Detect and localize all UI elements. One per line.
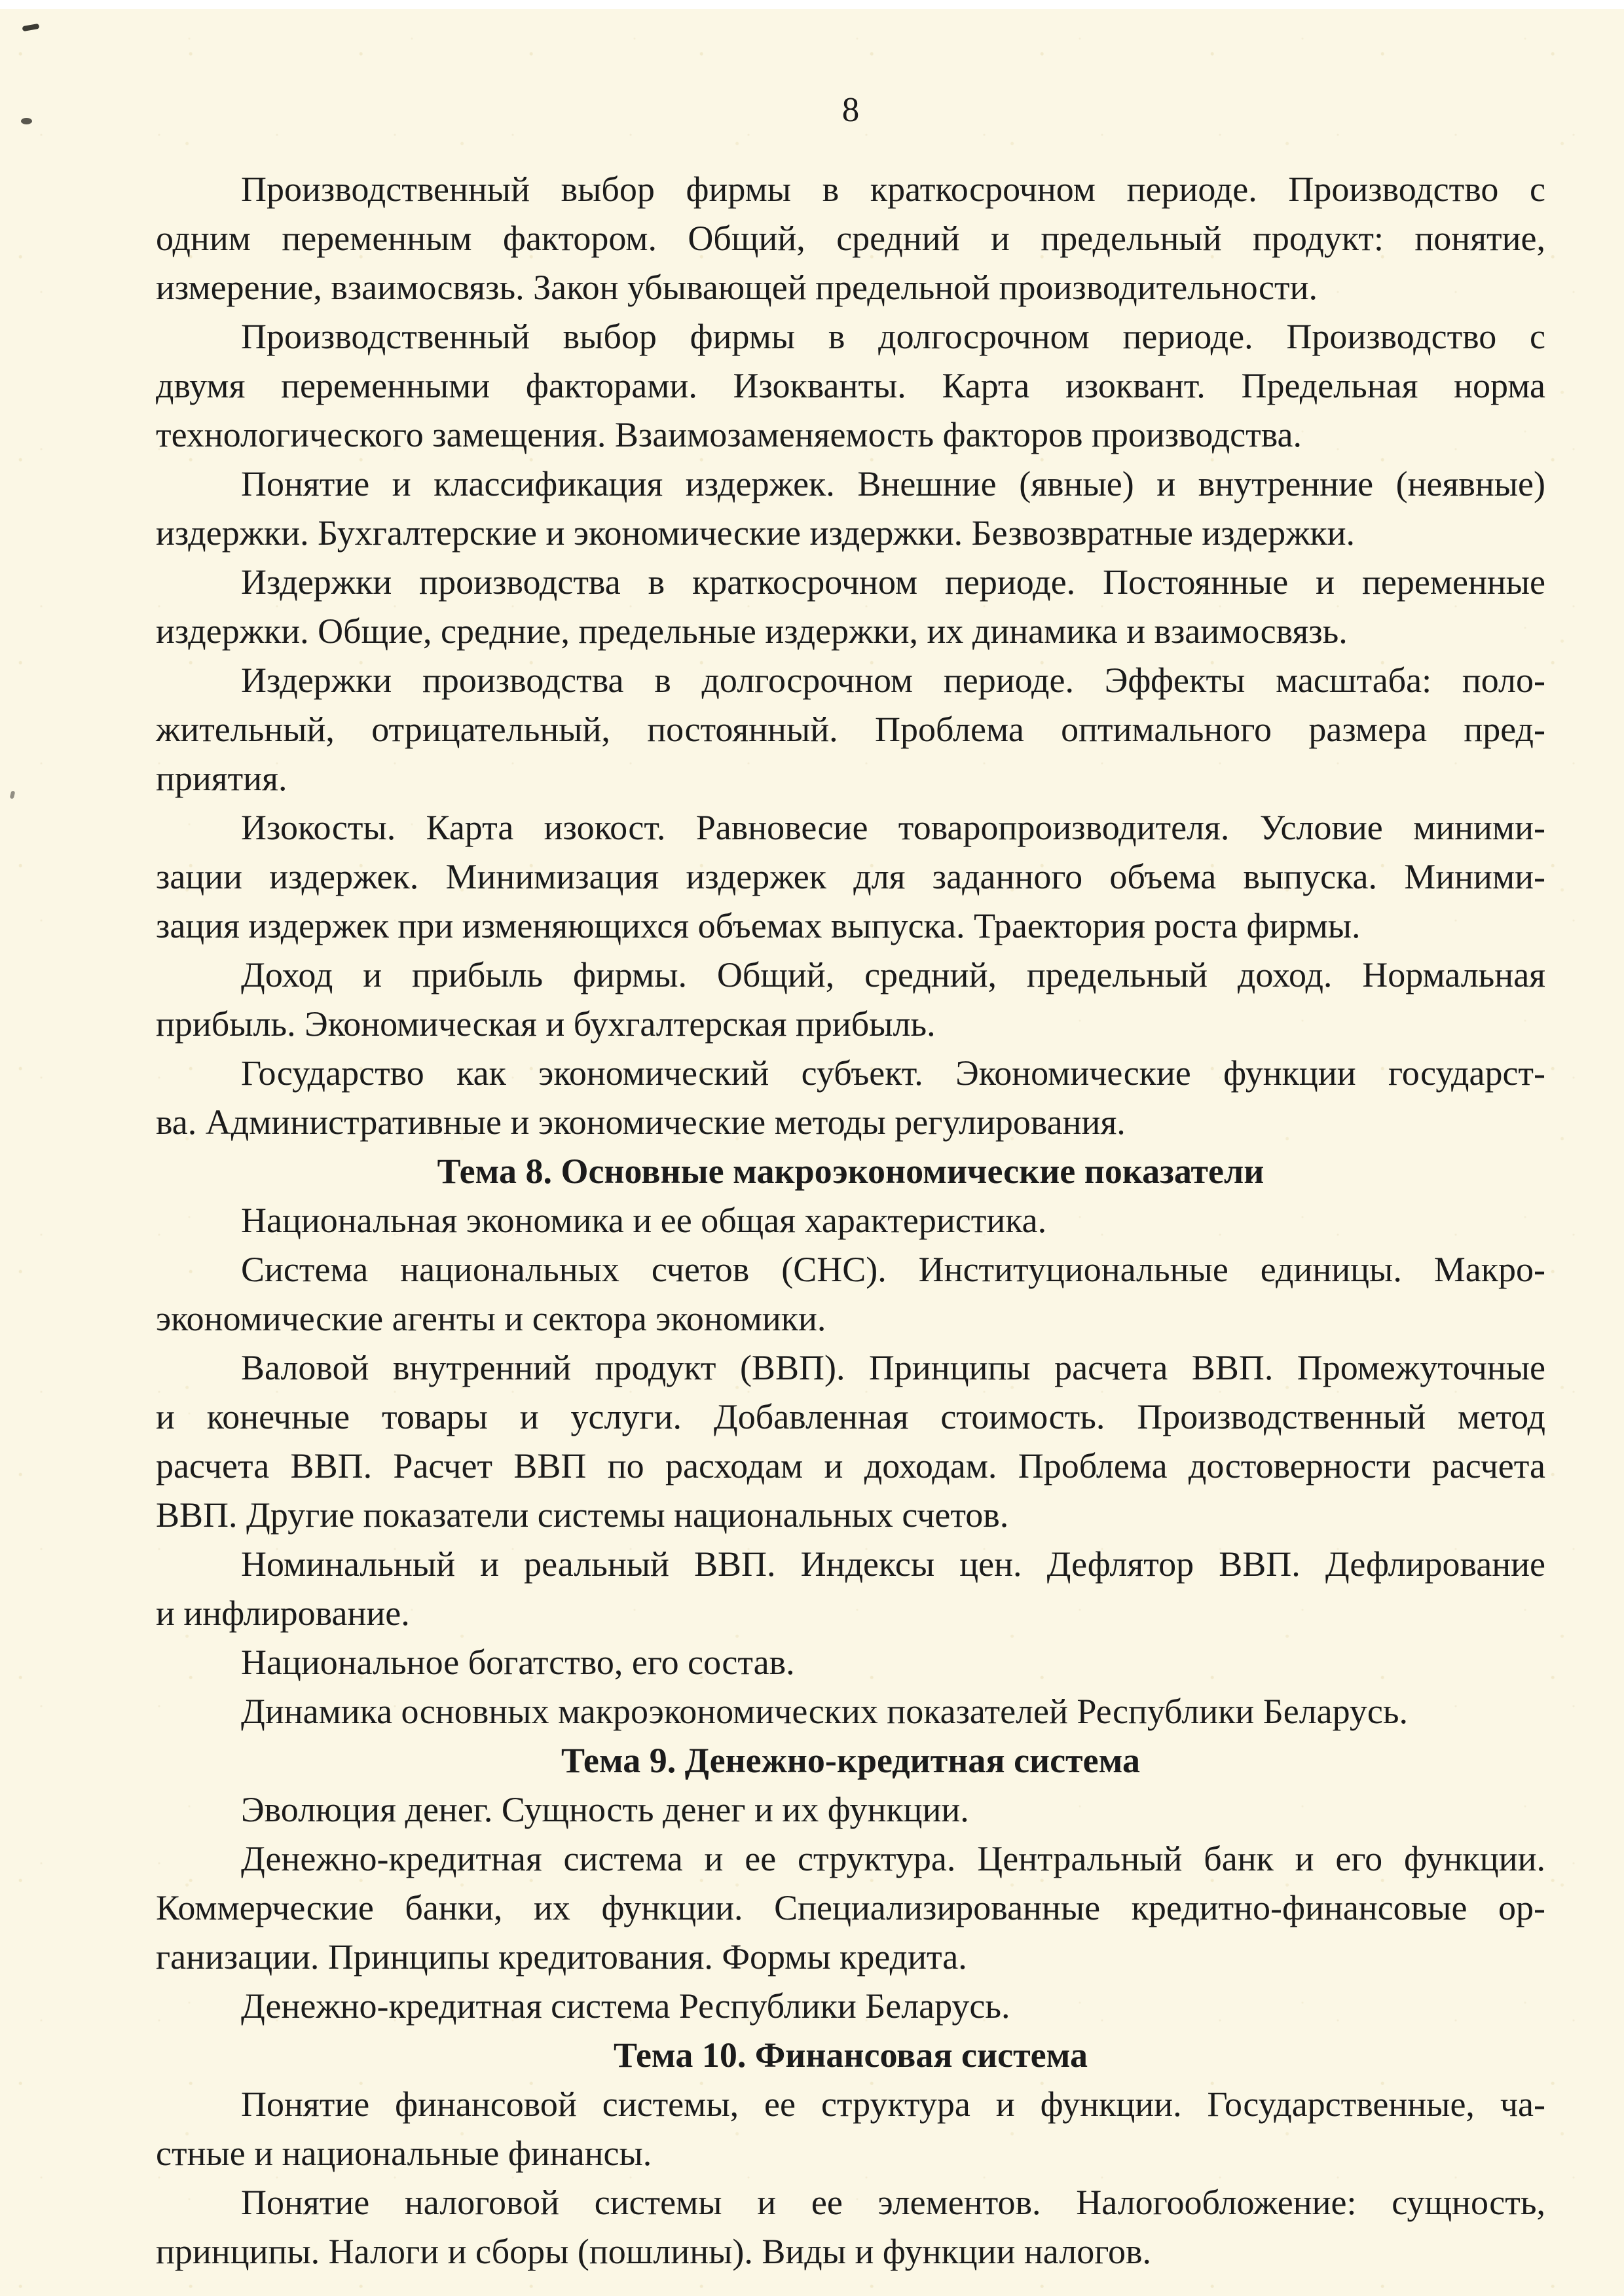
text-line: и инфлирование. [156,1594,410,1633]
text-line: Денежно-кредитная система Республики Беларусь. [241,1986,1010,2026]
paragraph [156,1245,1545,1343]
text-line: жительный, отрицательный, постоянный. Проблема оптимального размера пред- [156,710,1545,749]
text-line: Денежно-кредитная система и ее структура. Центральный банк и его функции. [241,1839,1545,1878]
text-line: Понятие финансовой системы, ее структура и функции. Государственные, ча- [241,2085,1545,2124]
text-line: Понятие налоговой системы и ее элементов. Налогообложение: сущность, [241,2183,1545,2222]
text-line: принципы. Налоги и сборы (пошлины). Виды и функции налогов. [156,2232,1151,2271]
text-line: ВВП. Другие показатели системы национальных счетов. [156,1495,1009,1535]
text-line: Издержки производства в долгосрочном периоде. Эффекты масштаба: поло- [241,661,1545,700]
text-line: прибыль. Экономическая и бухгалтерская прибыль. [156,1004,936,1044]
text-line: измерение, взаимосвязь. Закон убывающей предельной производительности. [156,268,1318,307]
text-line: технологического замещения. Взаимозаменяемость факторов производства. [156,415,1302,454]
paragraph [156,1196,1545,1245]
paragraph [156,1343,1545,1540]
text-line: стные и национальные финансы. [156,2134,652,2173]
text-line: издержки. Бухгалтерские и экономические издержки. Безвозвратные издержки. [156,513,1356,553]
document-body [156,165,1545,2276]
paragraph [156,1687,1545,1736]
paragraph [156,656,1545,803]
text-line: двумя переменными факторами. Изокванты. Карта изоквант. Предельная норма [156,366,1545,405]
text-line: одним переменным фактором. Общий, средний и предельный продукт: понятие, [156,219,1545,258]
paragraph [156,951,1545,1049]
text-line: Эволюция денег. Сущность денег и их функции. [241,1790,969,1829]
text-line: Номинальный и реальный ВВП. Индексы цен. Дефлятор ВВП. Дефлирование [241,1544,1545,1584]
paragraph [156,558,1545,656]
scan-speck [21,118,32,124]
paragraph [156,1049,1545,1147]
text-line: Система национальных счетов (СНС). Институциональные единицы. Макро- [241,1250,1545,1289]
text-line: Понятие и классификация издержек. Внешние (явные) и внутренние (неявные) [241,464,1545,503]
paragraph [156,803,1545,951]
text-line: Производственный выбор фирмы в краткосрочном периоде. Производство с [241,170,1545,209]
paragraph [156,2080,1545,2178]
paragraph [156,2178,1545,2276]
text-line: приятия. [156,759,287,798]
text-line: и конечные товары и услуги. Добавленная стоимость. Производственный метод [156,1397,1545,1436]
paragraph [156,312,1545,460]
text-line: Валовой внутренний продукт (ВВП). Принципы расчета ВВП. Промежуточные [241,1348,1545,1387]
text-line: издержки. Общие, средние, предельные издержки, их динамика и взаимосвязь. [156,611,1348,651]
text-line: Коммерческие банки, их функции. Специализированные кредитно-финансовые ор- [156,1888,1545,1927]
text-line: ганизации. Принципы кредитования. Формы кредита. [156,1937,967,1977]
text-line: зации издержек. Минимизация издержек для заданного объема выпуска. Миними- [156,857,1545,896]
paragraph [156,1785,1545,1834]
section-heading: Тема 10. Финансовая система [613,2035,1088,2075]
paragraph [156,165,1545,312]
text-line: Национальное богатство, его состав. [241,1643,795,1682]
text-line: Изокосты. Карта изокост. Равновесие товаропроизводителя. Условие миними- [241,808,1545,847]
text-line: ва. Административные и экономические методы регулирования. [156,1102,1126,1142]
text-line: экономические агенты и сектора экономики. [156,1299,826,1338]
text-line: зация издержек при изменяющихся объемах выпуска. Траектория роста фирмы. [156,906,1361,945]
text-line: Государство как экономический субъект. Экономические функции государст- [241,1053,1545,1093]
page-number: 8 [841,91,860,129]
paragraph [156,1834,1545,1982]
paragraph [156,1540,1545,1638]
paragraph [156,460,1545,558]
text-line: Национальная экономика и ее общая характеристика. [241,1201,1047,1240]
paragraph [156,1982,1545,2031]
text-line: Издержки производства в краткосрочном периоде. Постоянные и переменные [241,562,1545,602]
section-heading: Тема 9. Денежно-кредитная система [561,1741,1141,1780]
text-line: Производственный выбор фирмы в долгосрочном периоде. Производство с [241,317,1545,356]
paragraph [156,1638,1545,1687]
section-heading: Тема 8. Основные макроэкономические показатели [437,1152,1264,1191]
text-line: расчета ВВП. Расчет ВВП по расходам и доходам. Проблема достоверности расчета [156,1446,1545,1485]
text-line: Доход и прибыль фирмы. Общий, средний, предельный доход. Нормальная [241,955,1545,994]
text-line: Динамика основных макроэкономических показателей Республики Беларусь. [241,1692,1409,1731]
